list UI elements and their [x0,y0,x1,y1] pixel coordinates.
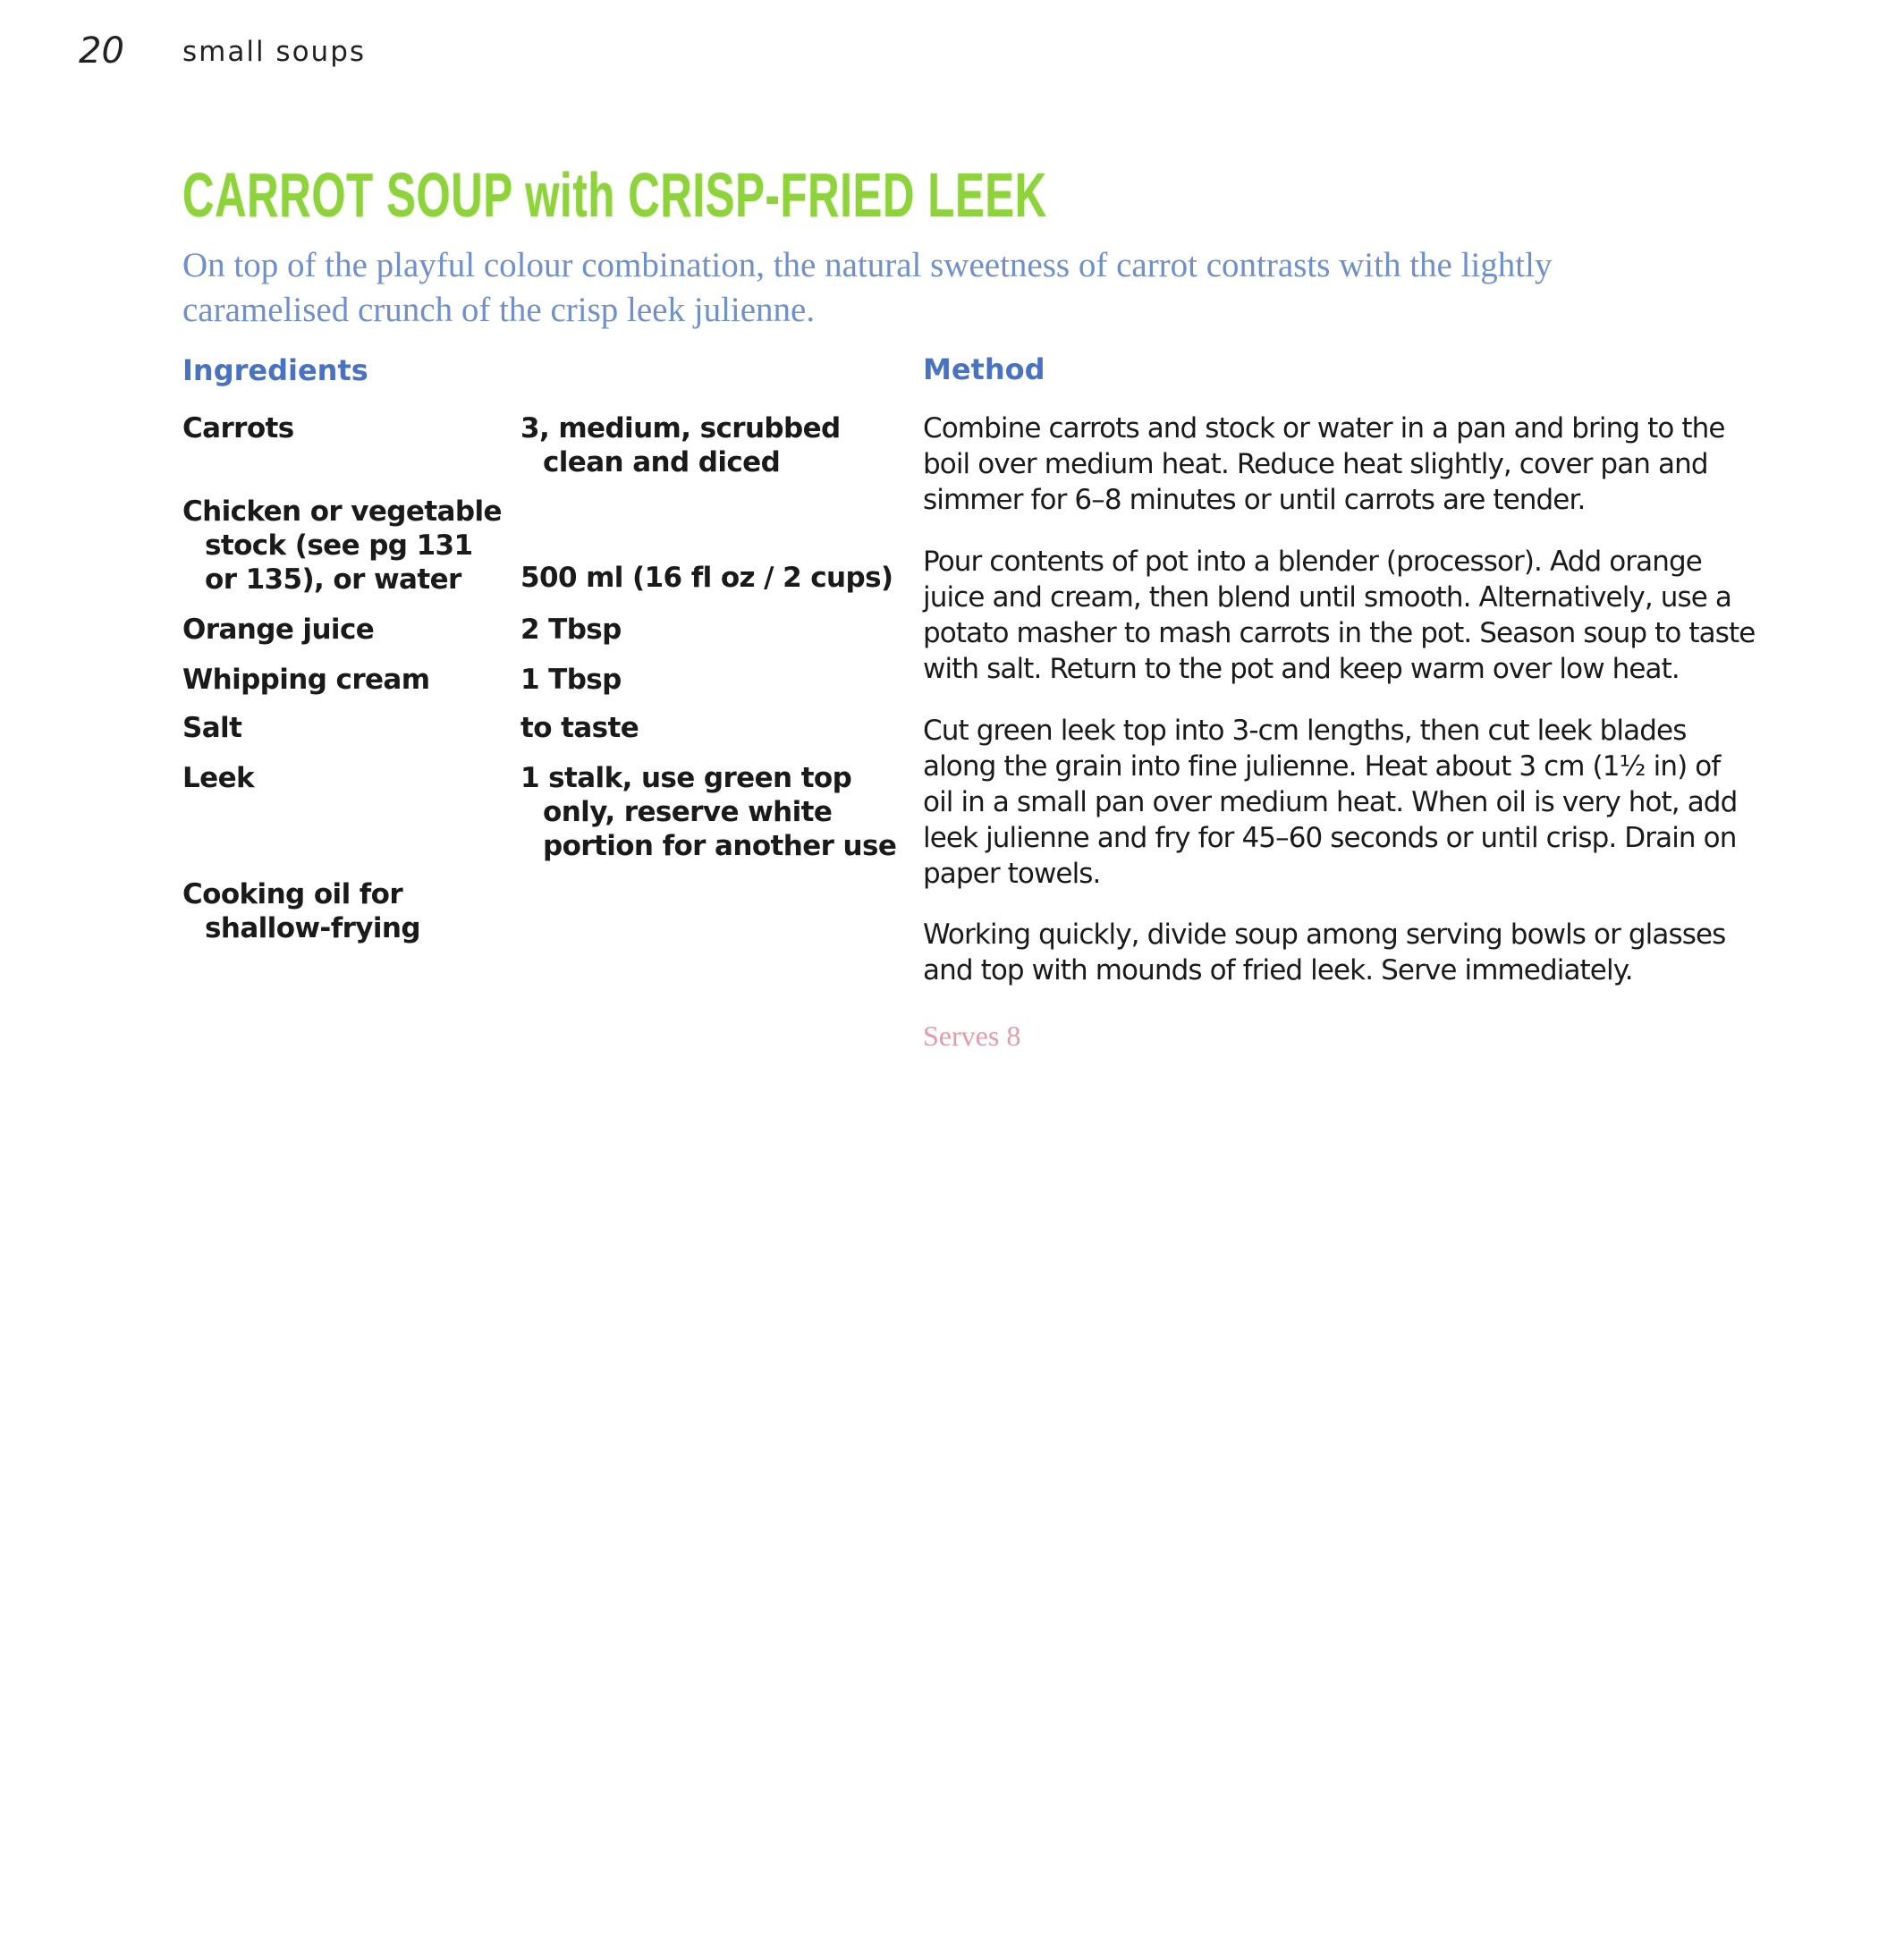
method-heading: Method [923,352,1045,386]
method-line: paper towels. [923,858,1101,890]
serves-note: Serves 8 [923,1020,1021,1052]
ingredients-heading: Ingredients [182,353,368,387]
method-line: Pour contents of pot into a blender (processor). Add orange [923,546,1702,578]
method-line: leek julienne and fry for 45–60 seconds or until crisp. Drain on [923,822,1737,854]
ingredient-quantity-line: 1 stalk, use green top [520,762,852,794]
ingredient-quantity-line: portion for another use [543,830,897,862]
ingredient-quantity [520,711,639,745]
method-line: and top with mounds of fried leek. Serve immediately. [923,954,1633,986]
ingredient-name-line: or 135), or water [205,563,461,596]
ingredient-name [182,613,374,647]
ingredient-name-line: Cooking oil for [182,878,403,910]
ingredient-name-line: shallow-frying [205,912,420,944]
method-step [923,411,1725,518]
method-line: potato masher to mash carrots in the pot. Season soup to taste [923,617,1756,649]
ingredient-quantity-line: to taste [520,712,639,744]
ingredient-name [182,761,254,795]
method-step [923,713,1737,892]
ingredient-name [182,411,294,445]
method-line: Combine carrots and stock or water in a pan and bring to the [923,412,1725,444]
intro-line: On top of the playful colour combination, the natural sweetness of carrot contrasts with the lightly [182,246,1553,284]
ingredient-name-line: Leek [182,762,255,794]
method-step [923,917,1725,988]
ingredient-name-line: stock (see pg 131 [205,529,473,562]
ingredient-quantity-line: 1 Tbsp [520,664,622,696]
recipe-intro [182,243,1552,333]
ingredient-quantity-line: 3, medium, scrubbed [520,412,841,444]
ingredient-quantity [520,663,622,697]
ingredient-quantity-line: clean and diced [543,446,781,478]
ingredient-quantity-line: 500 ml (16 fl oz / 2 cups) [520,562,893,594]
ingredient-name [182,495,502,597]
ingredient-name-line: Salt [182,712,242,744]
method-line: along the grain into fine julienne. Heat about 3 cm (1½ in) of [923,750,1721,783]
ingredient-quantity [520,561,893,595]
method-line: oil in a small pan over medium heat. When oil is very hot, add [923,786,1738,818]
ingredient-quantity [520,411,841,479]
method-line: Working quickly, divide soup among serving bowls or glasses [923,918,1726,951]
ingredient-name [182,663,429,697]
ingredient-quantity-line: 2 Tbsp [520,614,622,646]
method-line: Cut green leek top into 3-cm lengths, then cut leek blades [923,715,1687,747]
ingredient-quantity [520,761,896,863]
ingredient-name [182,711,241,745]
method-line: juice and cream, then blend until smooth. Alternatively, use a [923,581,1732,614]
method-line: with salt. Return to the pot and keep warm over low heat. [923,653,1680,685]
method-line: simmer for 6–8 minutes or until carrots are tender. [923,484,1586,516]
ingredient-name-line: Carrots [182,412,294,444]
ingredient-name-line: Chicken or vegetable [182,495,502,528]
ingredient-name [182,877,420,945]
ingredient-quantity-line: only, reserve white [543,796,833,828]
method-line: boil over medium heat. Reduce heat slightly, cover pan and [923,448,1708,480]
recipe-title: CARROT SOUP with CRISP-FRIED LEEK [182,160,1047,230]
ingredient-quantity [520,613,622,647]
method-step [923,544,1755,687]
page-number: 20 [79,30,124,72]
intro-line: caramelised crunch of the crisp leek julienne. [182,291,816,329]
section-title: small soups [182,36,367,68]
ingredient-name-line: Orange juice [182,614,375,646]
ingredient-name-line: Whipping cream [182,664,430,696]
